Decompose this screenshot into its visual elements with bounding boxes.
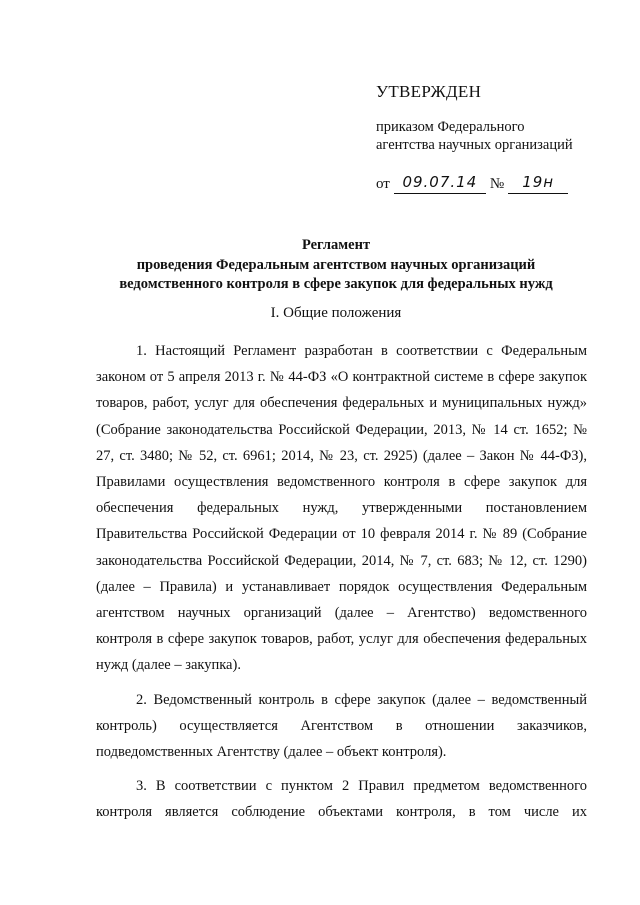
- paragraph-2: 2. Ведомственный контроль в сфере закупок (далее – ведомственный контроль) осуществляется Агентством в отношении заказчиков, подведомственных Агентству (далее – объект контроля).: [96, 691, 587, 761]
- title-line-2: проведения Федеральным агентством научных организаций: [136, 256, 536, 273]
- handwritten-date: 09.07.14: [402, 173, 478, 191]
- title-line-3: ведомственного контроля в сфере закупок для федеральных нужд: [119, 276, 553, 292]
- title-line-1: Регламент: [301, 237, 371, 253]
- paragraph-1: 1. Настоящий Регламент разработан в соответствии с Федеральным законом от 5 апреля 2013 г. № 44-ФЗ «О контрактной системе в сфере закупок товаров, работ, услуг для обеспечения федеральных и муниципальных нужд» (Собрание законодательства Российской Федерации, 2013, № 14 ст. 1652; № 27, ст. 3480; № 52, ст. 6961; 2014, № 23, ст. 2925) (далее – Закон № 44-ФЗ), Правилами осуществления ведомственного контроля в сфере закупок для обеспечения федеральных нужд, утвержденными постановлением Правительства Российской Федерации от 10 февраля 2014 г. № 89 (Собрание законодательства Российской Федерации, 2014, № 7, ст. 683; № 12, ст. 1290) (далее – Правила) и устанавливает порядок осуществления Федеральным агентством научных организаций (далее – Агентство) ведомственного контроля в сфере закупок товаров, работ, услуг для обеспечения федеральных нужд (далее – закупка).: [96, 343, 587, 674]
- approval-block: [376, 82, 616, 192]
- date-prefix: от: [376, 176, 390, 192]
- number-field: [508, 174, 568, 194]
- section-heading: I. Общие положения: [270, 305, 402, 321]
- approval-order-text: [376, 118, 616, 154]
- document-body: [96, 338, 587, 826]
- document-title: [96, 236, 576, 295]
- number-prefix: №: [489, 176, 505, 192]
- handwritten-number: 19н: [522, 173, 555, 191]
- approved-stamp-text: УТВЕРЖДЕН: [376, 82, 482, 101]
- order-line-1: приказом Федерального: [376, 119, 525, 135]
- order-date-number-line: [376, 174, 568, 194]
- date-field: [394, 174, 486, 194]
- order-line-2: агентства научных организаций: [376, 137, 573, 153]
- paragraph-3: 3. В соответствии с пунктом 2 Правил предметом ведомственного контроля является соблюдение объектами контроля, в том числе их: [96, 778, 587, 821]
